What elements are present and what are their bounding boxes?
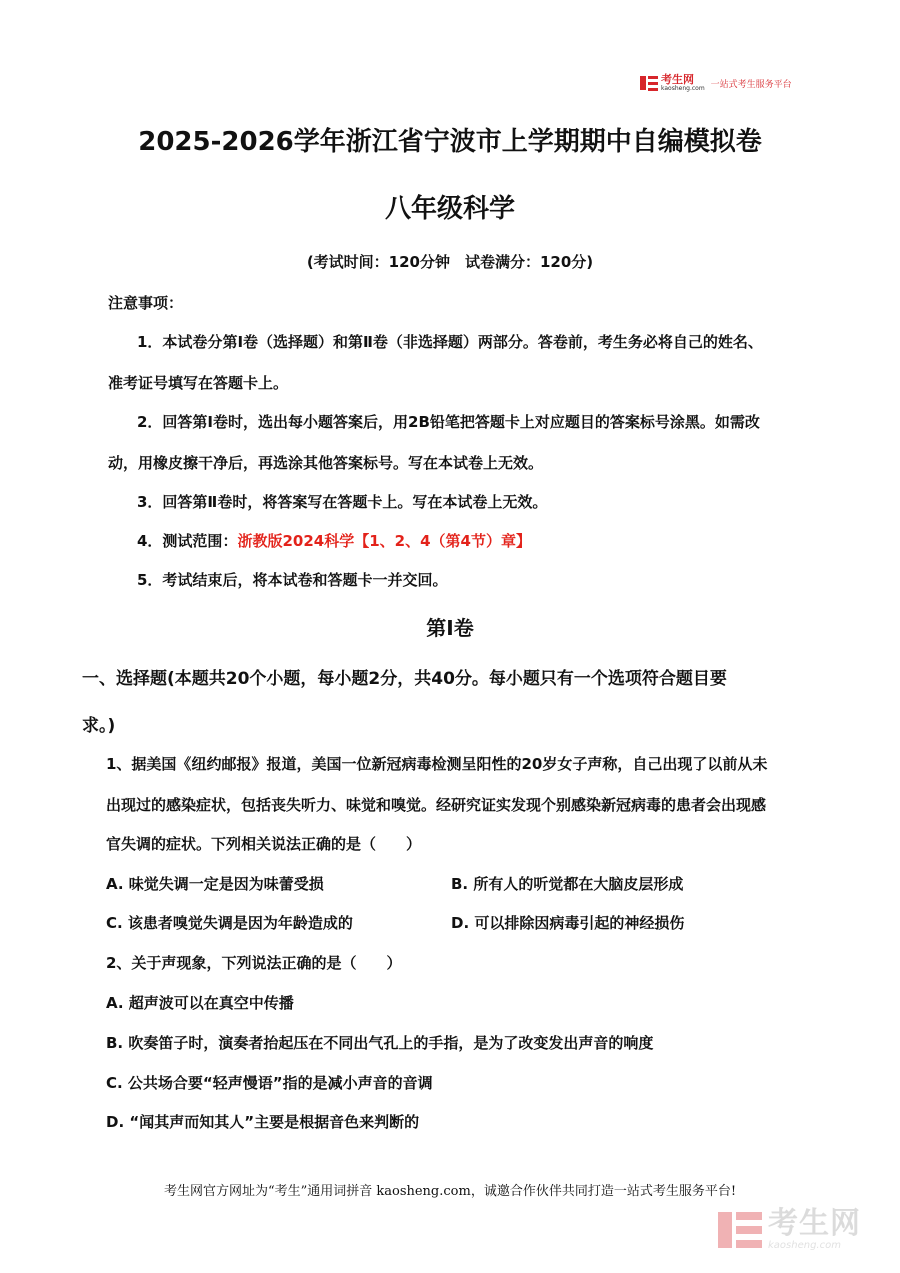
part1-heading-line-2: 求。) bbox=[82, 716, 116, 736]
watermark-logo bbox=[718, 1208, 861, 1252]
notice-item-4-scope: 浙教版2024科学【1、2、4（第4节）章】 bbox=[237, 532, 531, 550]
q2-option-b: B. 吹奏笛子时，演奏者抬起压在不同出气孔上的手指，是为了改变发出声音的响度 bbox=[106, 1034, 654, 1052]
q2-stem: 2、关于声现象，下列说法正确的是（ ） bbox=[106, 954, 402, 972]
notice-item-4-label: 4．测试范围： bbox=[137, 532, 238, 550]
notice-item-1-line-1: 1．本试卷分第Ⅰ卷（选择题）和第Ⅱ卷（非选择题）两部分。答卷前，考生务必将自己的姓名、 bbox=[137, 333, 763, 351]
q1-option-c: C. 该患者嗅觉失调是因为年龄造成的 bbox=[106, 914, 353, 932]
q1-stem-line-1: 1、据美国《纽约邮报》报道，美国一位新冠病毒检测呈阳性的20岁女子声称，自己出现了以前从未 bbox=[106, 755, 768, 773]
q1-option-b: B. 所有人的听觉都在大脑皮层形成 bbox=[451, 875, 684, 893]
watermark-domain: kaosheng.com bbox=[768, 1240, 841, 1251]
kaosheng-watermark-icon bbox=[718, 1208, 762, 1252]
q1-option-d: D. 可以排除因病毒引起的神经损伤 bbox=[451, 914, 685, 932]
q1-option-a: A. 味觉失调一定是因为味蕾受损 bbox=[106, 875, 324, 893]
q1-stem-line-2: 出现过的感染症状，包括丧失听力、味觉和嗅觉。经研究证实发现个别感染新冠病毒的患者会出现感 bbox=[106, 796, 767, 814]
section-title: 第Ⅰ卷 bbox=[426, 616, 474, 640]
brand-slogan: 一站式考生服务平台 bbox=[710, 79, 792, 90]
notice-item-3: 3．回答第Ⅱ卷时，将答案写在答题卡上。写在本试卷上无效。 bbox=[137, 493, 548, 511]
footer-text: 考生网官方网址为“考生”通用词拼音 kaosheng.com，诚邀合作伙伴共同打造一站式考生服务平台! bbox=[163, 1184, 737, 1199]
brand-logo bbox=[640, 72, 792, 94]
brand-name: 考生网 bbox=[661, 73, 694, 86]
watermark-name: 考生网 bbox=[768, 1206, 861, 1241]
notice-heading: 注意事项： bbox=[108, 294, 184, 312]
notice-item-5: 5．考试结束后，将本试卷和答题卡一并交回。 bbox=[137, 571, 448, 589]
q2-option-a: A. 超声波可以在真空中传播 bbox=[106, 994, 294, 1012]
exam-title: 2025-2026学年浙江省宁波市上学期期中自编模拟卷 bbox=[138, 127, 762, 157]
part1-heading-line-1: 一、选择题(本题共20个小题，每小题2分，共40分。每小题只有一个选项符合题目要 bbox=[82, 669, 727, 689]
exam-info: (考试时间：120分钟 试卷满分：120分) bbox=[306, 253, 594, 271]
notice-item-1-line-2: 准考证号填写在答题卡上。 bbox=[108, 374, 289, 392]
brand-domain: kaosheng.com bbox=[661, 85, 705, 92]
notice-item-4 bbox=[137, 530, 531, 551]
notice-item-2-line-2: 动，用橡皮擦干净后，再选涂其他答案标号。写在本试卷上无效。 bbox=[108, 454, 544, 472]
notice-item-2-line-1: 2．回答第Ⅰ卷时，选出每小题答案后，用2B铅笔把答题卡上对应题目的答案标号涂黑。如需改 bbox=[137, 413, 760, 431]
q2-option-c: C. 公共场合要“轻声慢语”指的是减小声音的音调 bbox=[106, 1074, 433, 1092]
q2-option-d: D. “闻其声而知其人”主要是根据音色来判断的 bbox=[106, 1113, 420, 1131]
kaosheng-logo-icon bbox=[640, 74, 658, 92]
exam-subtitle: 八年级科学 bbox=[384, 194, 515, 224]
q1-stem-line-3: 官失调的症状。下列相关说法正确的是（ ） bbox=[106, 835, 422, 853]
